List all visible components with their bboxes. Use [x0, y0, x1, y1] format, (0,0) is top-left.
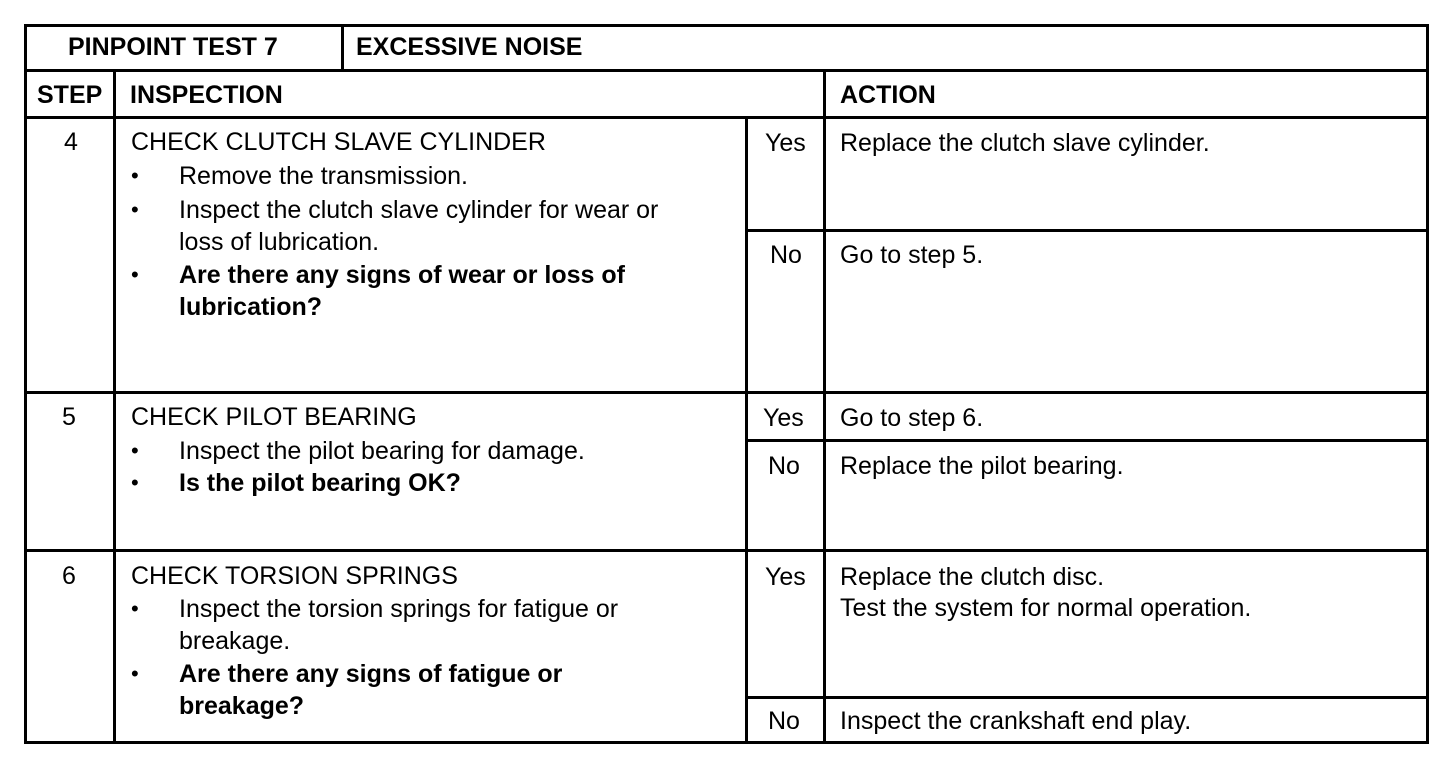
- bullet-icon: •: [131, 661, 139, 686]
- inspection-header: INSPECTION: [130, 81, 283, 109]
- no-label: No: [768, 452, 800, 480]
- no-action: Inspect the crankshaft end play.: [840, 707, 1192, 735]
- bullet-icon: •: [131, 262, 139, 287]
- no-label: No: [768, 707, 800, 735]
- no-action: Go to step 5.: [840, 241, 984, 269]
- title-divider: [24, 69, 1429, 72]
- no-label: No: [770, 241, 802, 269]
- inspection-item-continued: breakage.: [179, 627, 291, 655]
- action-header: ACTION: [840, 81, 936, 109]
- yes-label: Yes: [765, 563, 806, 591]
- bullet-icon: •: [131, 438, 139, 463]
- step-number: 6: [62, 562, 76, 590]
- bullet-icon: •: [131, 197, 139, 222]
- inspection-question-continued: lubrication?: [179, 293, 323, 321]
- inspection-question: Are there any signs of fatigue or: [179, 660, 563, 688]
- bullet-icon: •: [131, 596, 139, 621]
- inspection-item: Inspect the clutch slave cylinder for wear or: [179, 196, 659, 224]
- inspection-item-continued: loss of lubrication.: [179, 228, 380, 256]
- check-title: CHECK TORSION SPRINGS: [131, 562, 458, 590]
- step-header: STEP: [37, 81, 103, 109]
- test-name: EXCESSIVE NOISE: [356, 33, 583, 61]
- header-divider: [24, 116, 1429, 119]
- yes-action: Go to step 6.: [840, 404, 984, 432]
- check-title: CHECK CLUTCH SLAVE CYLINDER: [131, 128, 546, 156]
- inspection-item: Remove the transmission.: [179, 162, 469, 190]
- step5-divider: [24, 549, 1429, 552]
- pinpoint-test-label: PINPOINT TEST 7: [68, 33, 278, 61]
- step6-yesno-divider: [745, 696, 1429, 699]
- yes-label: Yes: [765, 129, 806, 157]
- bullet-icon: •: [131, 470, 139, 495]
- step-column-divider: [113, 69, 116, 744]
- title-column-divider: [341, 24, 344, 71]
- bullet-icon: •: [131, 163, 139, 188]
- step4-yesno-divider: [745, 229, 1429, 232]
- action-column-divider: [823, 69, 826, 744]
- step-number: 4: [64, 128, 78, 156]
- yes-action: Replace the clutch slave cylinder.: [840, 129, 1210, 157]
- check-title: CHECK PILOT BEARING: [131, 403, 417, 431]
- no-action: Replace the pilot bearing.: [840, 452, 1124, 480]
- inspection-question-continued: breakage?: [179, 692, 305, 720]
- step-number: 5: [62, 403, 76, 431]
- step5-yesno-divider: [745, 439, 1429, 442]
- inspection-question: Are there any signs of wear or loss of: [179, 261, 625, 289]
- inspection-question: Is the pilot bearing OK?: [179, 469, 461, 497]
- yes-action: Replace the clutch disc.: [840, 563, 1105, 591]
- yes-label: Yes: [763, 404, 804, 432]
- yes-action-continued: Test the system for normal operation.: [840, 594, 1252, 622]
- step4-divider: [24, 391, 1429, 394]
- inspection-item: Inspect the pilot bearing for damage.: [179, 437, 585, 465]
- inspection-item: Inspect the torsion springs for fatigue or: [179, 595, 619, 623]
- yesno-column-divider: [745, 116, 748, 744]
